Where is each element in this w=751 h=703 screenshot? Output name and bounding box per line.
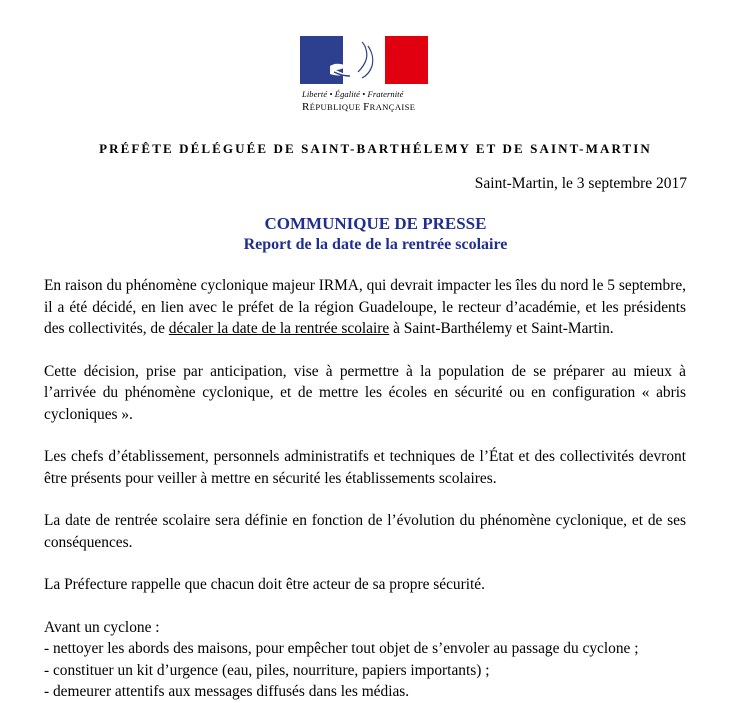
marianne-flag-icon: [300, 36, 428, 84]
logo-republique-francaise: [302, 101, 415, 113]
prefecture-heading: PRÉFÊTE DÉLÉGUÉE DE SAINT-BARTHÉLEMY ET DE SAINT-MARTIN: [99, 141, 652, 156]
paragraph-4: La date de rentrée scolaire sera définie en fonction de l’évolution du phénomène cyclonique, et de ses conséquences.: [44, 512, 686, 551]
page-subtitle: Report de la date de la rentrée scolaire: [243, 236, 508, 253]
dateline: Saint-Martin, le 3 septembre 2017: [474, 175, 687, 192]
list-intro: Avant un cyclone :: [44, 618, 160, 636]
francaise-rest: RANÇAISE: [369, 102, 416, 112]
page-title: COMMUNIQUE DE PRESSE: [264, 214, 487, 233]
republique-initial: R: [302, 101, 310, 113]
list-item: - constituer un kit d’urgence (eau, piles, nourriture, papiers importants) ;: [44, 661, 490, 679]
title-block: [0, 213, 751, 255]
list-item: - demeurer attentifs aux messages diffusés dans les médias.: [44, 683, 410, 700]
paragraph-1: [44, 275, 686, 340]
marianne-logo: [300, 36, 430, 120]
paragraph-1-underlined: décaler la date de la rentrée scolaire: [168, 320, 390, 337]
body-text: [44, 275, 686, 703]
republique-rest: ÉPUBLIQUE: [309, 102, 364, 112]
paragraph-2: Cette décision, prise par anticipation, vise à permettre à la population de se préparer au mieux à l’arrivée du phénomène cyclonique, et de mettre les écoles en sécurité ou en configuration « abris cycloniques ».: [44, 362, 686, 423]
logo-motto: Liberté • Égalité • Fraternité: [302, 89, 404, 99]
paragraph-1-end: à Saint-Barthélemy et Saint-Martin.: [389, 320, 614, 337]
paragraph-1-start: En raison du phénomène cyclonique majeur IRMA, qui devrait impacter les îles du nord le 5 septembre, il a été décidé, en lien avec le préfet de la région Guadeloupe, le recteur d’académie, et les présidents des collectivités, de: [44, 277, 686, 337]
list-item: - nettoyer les abords des maisons, pour empêcher tout objet de s’envoler au passage du cyclone ;: [44, 640, 639, 657]
paragraph-3: Les chefs d’établissement, personnels administratifs et techniques de l’État et des collectivités devront être présents pour veiller à mettre en sécurité les établissements scolaires.: [44, 448, 686, 487]
francaise-initial: F: [363, 101, 370, 113]
paragraph-5: La Préfecture rappelle que chacun doit être acteur de sa propre sécurité.: [44, 576, 485, 593]
